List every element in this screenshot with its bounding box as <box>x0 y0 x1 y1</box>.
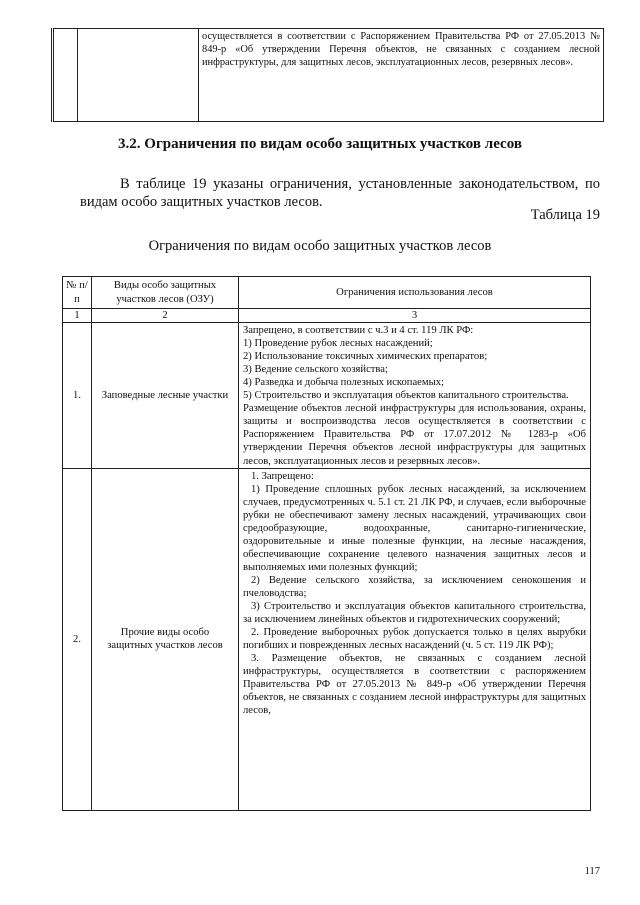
restriction-line: 4) Разведка и добыча полезных ископаемых; <box>243 377 444 389</box>
table-caption: Ограничения по видам особо защитных участков лесов <box>148 238 492 254</box>
row-restrictions <box>239 323 591 469</box>
restriction-line: 5) Строительство и эксплуатация объектов капитального строительства. <box>243 390 569 402</box>
header-index-3: 3 <box>239 309 591 323</box>
restriction-line: 2. Проведение выборочных рубок допускается только в целях вырубки погибших и поврежденных лесных насаждений (ч. 5 ст. 119 ЛК РФ); <box>243 627 586 652</box>
continuation-empty-cell-2 <box>78 29 199 122</box>
restriction-line: 1) Проведение рубок лесных насаждений; <box>243 338 433 350</box>
restriction-line: 2) Использование токсичных химических препаратов; <box>243 351 488 363</box>
header-index-2: 2 <box>92 309 239 323</box>
restriction-line: Запрещено, в соответствии с ч.3 и 4 ст. 119 ЛК РФ: <box>243 325 474 337</box>
continuation-text-cell <box>199 29 604 122</box>
restriction-line: 2) Ведение сельского хозяйства, за исключением сенокошения и пчеловодства; <box>243 574 586 599</box>
restriction-line: 1) Проведение сплошных рубок лесных насаждений, за исключением случаев, предусмотренных ч. 5.1 ст. 21 ЛК РФ, и случаев, если выборочные рубки не обеспечивают замену лесных насаждений, утрачивающих свои средообразующие, водоохранные, санитарно-гигиенические, оздоровительные и иные полезные функции, на лесные насаждения, обеспечивающие сохранение целевого назначения защитных лесов и выполняемых ими полезных функций; <box>243 483 586 573</box>
continuation-text: осуществляется в соответствии с Распоряжением Правительства РФ от 27.05.2013 № 849-р «Об утверждении Перечня объектов, не связанных с созданием лесной инфраструктуры, для защитных лесов, эксплуатационных лесов, резервных лесов». <box>202 31 600 69</box>
restriction-line: 1. Запрещено: <box>251 470 314 482</box>
page-number: 117 <box>584 866 600 877</box>
restriction-line: 3) Строительство и эксплуатация объектов капитального строительства, за исключением линейных объектов и гидротехнических сооружений; <box>243 601 586 626</box>
continuation-empty-cell-1 <box>53 29 78 122</box>
row-type: Прочие виды особо защитных участков лесов <box>92 468 239 810</box>
row-restrictions <box>239 468 591 810</box>
restriction-line: Размещение объектов лесной инфраструктуры для использования, охраны, защиты и воспроизводства лесов осуществляется в соответствии с Распоряжением Правительства РФ от 17.07.2012 № 1283-р «Об утверждении Перечня объектов лесной инфраструктуры для защитных лесов, эксплуатационных лесов и резервных лесов». <box>243 403 586 467</box>
row-number: 2. <box>63 468 92 810</box>
header-number: № п/п <box>63 277 92 309</box>
table-header-row <box>63 277 591 309</box>
restriction-line: 3) Ведение сельского хозяйства; <box>243 364 388 376</box>
row-type: Заповедные лесные участки <box>92 323 239 469</box>
intro-paragraph: В таблице 19 указаны ограничения, установленные законодательством, по видам особо защитных участков лесов. <box>80 176 600 210</box>
continuation-table <box>51 28 604 122</box>
table-row <box>63 323 591 469</box>
table-row <box>63 468 591 810</box>
row-number: 1. <box>63 323 92 469</box>
table-header-numbers-row <box>63 309 591 323</box>
table-label: Таблица 19 <box>530 207 600 223</box>
header-type: Виды особо защитных участков лесов (ОЗУ) <box>92 277 239 309</box>
header-restrictions: Ограничения использования лесов <box>239 277 591 309</box>
restrictions-table <box>62 276 591 811</box>
section-title: 3.2. Ограничения по видам особо защитных участков лесов <box>118 136 522 152</box>
header-index-1: 1 <box>63 309 92 323</box>
restriction-line: 3. Размещение объектов, не связанных с созданием лесной инфраструктуры, осуществляется в соответствии с распоряжением Правительства РФ от 27.05.2013 № 849-р «Об утверждении Перечня объектов, не связанных с созданием лесной инфраструктуры для защитных лесов, <box>243 653 586 717</box>
